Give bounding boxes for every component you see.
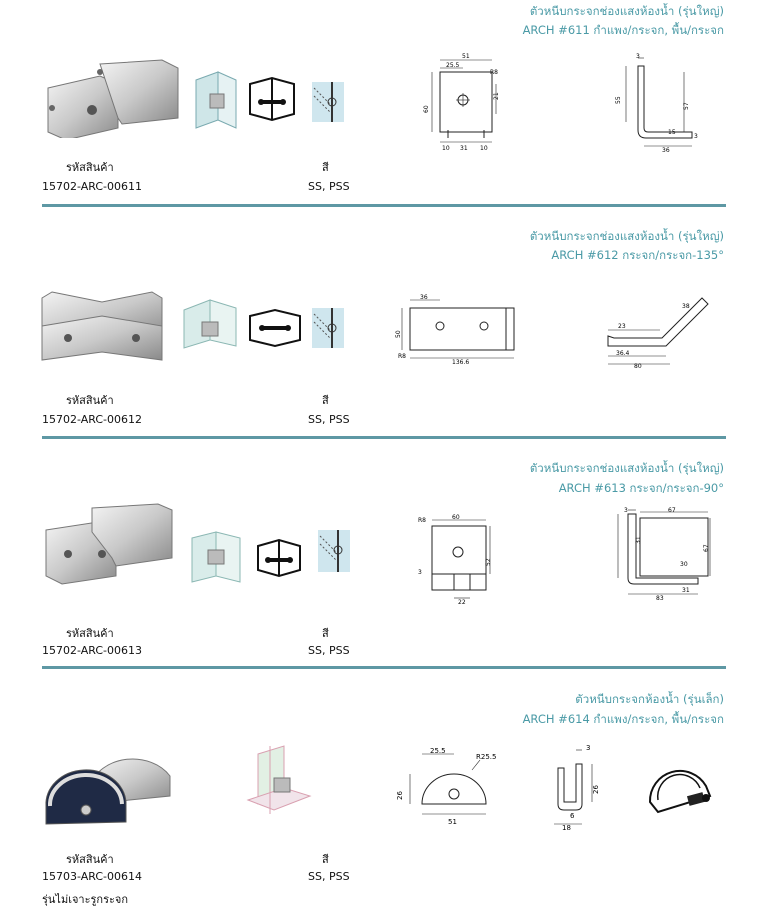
dim-label: 51 (448, 818, 457, 826)
product-3-code-label: รหัสสินค้า (66, 627, 114, 640)
product-1-code-label: รหัสสินค้า (66, 161, 114, 174)
dim-label: 3 (636, 53, 640, 60)
dim-label: 21 (493, 92, 500, 100)
section-divider (42, 666, 726, 669)
product-4-code: 15703-ARC-00614 (42, 870, 142, 883)
product-2-side-drawing (594, 286, 722, 370)
dim-label: 30 (680, 561, 688, 568)
dim-label: 6 (570, 812, 575, 820)
product-2-model: ARCH #612 กระจก/กระจก-135° (551, 248, 724, 262)
dim-label: 67 (668, 507, 676, 514)
product-1-glass-illustration (190, 70, 240, 132)
product-4-photo (42, 746, 172, 826)
dim-label: 3 (418, 569, 422, 576)
product-4-side-drawing (548, 742, 614, 834)
dim-label: 80 (634, 363, 642, 370)
product-2-code: 15702-ARC-00612 (42, 413, 142, 426)
product-3-glass-illustration (188, 530, 244, 586)
product-2-front-drawing (394, 292, 524, 366)
dim-label: 18 (562, 824, 571, 832)
dim-label: R8 (418, 517, 426, 524)
product-1-title: ตัวหนีบกระจกช่องแสงห้องน้ำ (รุ่นใหญ่) (529, 4, 724, 18)
dim-label: 3 (694, 133, 698, 140)
section-divider (42, 204, 726, 207)
product-3-title: ตัวหนีบกระจกช่องแสงห้องน้ำ (รุ่นใหญ่) (529, 461, 724, 475)
product-2-mount-icon (310, 306, 346, 350)
section-divider (42, 436, 726, 439)
product-4-code-label: รหัสสินค้า (66, 853, 114, 866)
product-4-finish: SS, PSS (308, 870, 350, 883)
dim-label: 136.6 (452, 359, 470, 366)
dim-label: 38 (682, 303, 690, 310)
product-3-photo (40, 502, 176, 586)
dim-label: 51 (462, 53, 470, 60)
product-3-finish: SS, PSS (308, 644, 350, 657)
dim-label: R25.5 (476, 753, 497, 761)
dim-label: 31 (635, 536, 642, 544)
dim-label: 3 (624, 507, 628, 514)
dim-label: 26 (396, 791, 404, 800)
product-3-code: 15702-ARC-00613 (42, 644, 142, 657)
product-4-title: ตัวหนีบกระจกห้องน้ำ (รุ่นเล็ก) (575, 692, 724, 706)
dim-label: 10 (442, 145, 450, 152)
dim-label: 83 (656, 595, 664, 602)
product-3-clamp-icon (254, 538, 304, 578)
product-2-glass-illustration (180, 296, 240, 352)
dim-label: 22 (458, 599, 466, 604)
dim-label: 31 (682, 587, 690, 594)
dim-label: 67 (703, 544, 710, 552)
dim-label: 57 (683, 102, 690, 110)
product-2-finish-label: สี (322, 394, 329, 407)
product-1-photo (40, 58, 180, 138)
product-2-clamp-icon (246, 308, 304, 348)
product-4-note: รุ่นไม่เจาะรูกระจก (42, 893, 128, 906)
product-2-title: ตัวหนีบกระจกช่องแสงห้องน้ำ (รุ่นใหญ่) (529, 229, 724, 243)
dim-label: 36.4 (616, 350, 630, 357)
product-1-finish: SS, PSS (308, 180, 350, 193)
product-4-glass-illustration (244, 744, 314, 822)
dim-label: 25.5 (430, 747, 446, 755)
dim-label: 55 (615, 96, 622, 104)
dim-label: 50 (395, 330, 402, 338)
product-1-clamp-icon (246, 76, 298, 122)
dim-label: 3 (586, 744, 591, 752)
product-2-finish: SS, PSS (308, 413, 350, 426)
product-1-finish-label: สี (322, 161, 329, 174)
product-1-mount-icon (310, 80, 346, 124)
dim-label: 26 (592, 785, 600, 794)
product-3-mount-icon (316, 528, 352, 574)
dim-label: 60 (452, 514, 460, 521)
product-4-model: ARCH #614 กำแพง/กระจก, พื้น/กระจก (522, 712, 724, 726)
product-2-code-label: รหัสสินค้า (66, 394, 114, 407)
dim-label: 23 (618, 323, 626, 330)
product-3-side-drawing (606, 506, 716, 602)
dim-label: 60 (423, 105, 430, 113)
dim-label: R8 (398, 353, 406, 360)
dim-label: 52 (485, 558, 492, 566)
product-4-front-drawing (396, 746, 506, 830)
product-2-photo (38, 286, 168, 368)
dim-label: 31 (460, 145, 468, 152)
dim-label: R8 (490, 69, 498, 76)
product-3-front-drawing (414, 512, 494, 604)
product-4-clamp-icon (644, 762, 718, 820)
product-1-side-drawing (612, 52, 698, 152)
product-4-finish-label: สี (322, 853, 329, 866)
product-1-front-drawing (418, 52, 504, 152)
dim-label: 15 (668, 129, 676, 136)
product-1-model: ARCH #611 กำแพง/กระจก, พื้น/กระจก (522, 23, 724, 37)
product-3-finish-label: สี (322, 627, 329, 640)
product-1-code: 15702-ARC-00611 (42, 180, 142, 193)
dim-label: 36 (420, 294, 428, 301)
product-3-model: ARCH #613 กระจก/กระจก-90° (558, 481, 724, 495)
dim-label: 36 (662, 147, 670, 152)
dim-label: 25.5 (446, 62, 460, 69)
dim-label: 10 (480, 145, 488, 152)
